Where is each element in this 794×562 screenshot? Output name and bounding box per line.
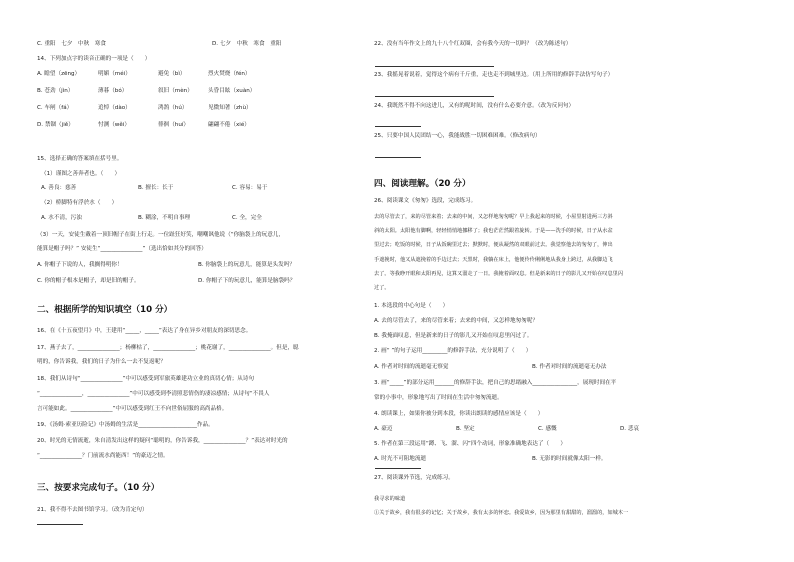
q26-4: 4. 朗读课上，如果你被分到本段，你读出朗读的感情应该是（ ）: [374, 411, 544, 417]
q26-2: 2. 画“ ”的句子运用_________的修辞手法，充分说明了（ ）: [374, 348, 532, 354]
extract-title: 我寻求的味道: [374, 496, 406, 502]
q17-line2: 明的，你告诉我，我们的日子为什么一去不复返呢？: [37, 359, 166, 365]
q14-option-r3-c3: 鸿鹄（hú）: [158, 105, 188, 111]
q18-line1: 18、我们从诗句“_______________”中可以感受到军旅英雄建功立业的真切心情；从诗句: [37, 376, 255, 382]
q15-sub3-d: D. 你帽子下的玩意儿，能算是脑袋吗？: [198, 278, 296, 284]
q14-option-r2-c1: B. 苍劲（jìn）: [37, 88, 74, 94]
q13-option-d: D. 七夕 中秋 寒食 重阳: [212, 41, 282, 47]
extract-paragraph-1: ①关于故乡，我有很多的记忆；关于故乡，我有太多的怀恋。我爱故乡，因为那里有甜甜的，溜溜的，如城木一: [374, 510, 629, 516]
q25-answer-line: [375, 157, 421, 158]
q15-sub3-a: A. 你帽子下说的人，我搁得明你！: [37, 262, 123, 268]
q26-1-a: A. 去的尽管去了，来的尽管来着；去来的中间，又怎样地匆匆呢？: [374, 318, 538, 324]
q15-sub3-line2: 能算是帽子吗？” 安徒生“_______________”（选出恰如其分的回答）: [37, 246, 207, 252]
q26-stem: 26、阅读课文《匆匆》选段，完成练习。: [374, 198, 477, 204]
q26-5-b: B. 无影的时间就像太阳一样。: [532, 456, 607, 462]
q18-line2: “_______________，_______________”中可以感受到李清照悲情伤的凄凉感情；从诗句“不畏人: [37, 391, 270, 397]
q26-4-d: D. 悲哀: [620, 426, 640, 432]
q15-stem: 15、选择正确的答案填在括号里。: [37, 156, 123, 162]
q19: 19、《汤姆·索亚历险记》中汤姆的生活是_____________________作品。: [37, 422, 214, 428]
q22: 22、没有当年作文上的九十八个红双圈，会有我今天的一切吗？（改为陈述句）: [374, 41, 572, 47]
q14-option-r2-c4: 头昏目眩（xuàn）: [208, 88, 256, 94]
passage-line: 手遮挽时，他又从遮挽着的手边过去；天黑时，我躺在床上，他便伶伶俐俐地从我身上跨过，从我脚边飞: [374, 256, 613, 263]
q15-sub1-b: B. 擅长：长于: [138, 185, 174, 191]
q18-line3: 言可能如此。_______________”中可以感受到红王不向世俗屈服的高尚品格。: [37, 406, 228, 412]
q14-option-r2-c3: 叙旧（mèn）: [158, 88, 193, 94]
q25: 25、只要中国人民团结一心，我能战胜一切困难困难。（修改病句）: [374, 133, 541, 139]
q14-option-r4-c1: D. 禁锢（jiě）: [37, 122, 74, 128]
q23: 23、我摇晃着说着，觉得这个病有千斤重，走也走不到城里边。（用上所用的修辞手法仿写句子）: [374, 72, 614, 78]
q14-option-r1-c1: A. 瞻望（zēng）: [37, 71, 81, 77]
passage-line: 斜的太阳。太阳他有脚啊，轻轻悄悄地挪移了；我也茫茫然跟着旋转。于是——洗手的时候，日子从水盆: [374, 228, 613, 235]
q26-1-b: B. 我掩面叹息，但是新来的日子的影儿又开始在叹息里闪过了。: [374, 333, 533, 339]
q14-option-r2-c2: 薄暮（bó）: [98, 88, 128, 94]
q20-line2: “_______________？门前流水尚能西！”的豪迈之情。: [37, 453, 169, 459]
q13-option-c: C. 重阳 七夕 中秋 寒食: [37, 41, 106, 47]
section-2-title: 二、根据所学的知识填空（10 分）: [37, 305, 173, 315]
q26-3-line1: 3. 画“_____”的部分运用_______的修辞手法，把自己的思绪融入________________，展现时间在平: [374, 380, 617, 386]
q22-answer-line: [375, 66, 494, 67]
q15-sub1: （1）谨图之善奔者也。（ ）: [41, 171, 121, 177]
q26-4-c: C. 感慨: [538, 426, 557, 432]
q15-sub3-line1: （3）一天，安徒生戴着一顶旧帽子在街上行走。一位趾狂好笑，嘲嘲讽他说（“你脑袋上的玩意儿，: [37, 232, 284, 238]
q15-sub3-c: C. 你的帽子根本是帽子，却是旧的帽子。: [37, 278, 140, 284]
passage-line: 过了。: [374, 285, 390, 291]
q15-sub2-b: B. 糊涂，不明自事理: [138, 215, 191, 221]
q15-sub2-a: A. 水不清，污浊: [41, 215, 82, 221]
section-3-title: 三、按要求完成句子。（10 分）: [37, 483, 160, 493]
q15-sub2-c: C. 全，完全: [232, 215, 262, 221]
q20-line1: 20、时光的无情流逝，朱自清发出这样的疑问“聪明的，你告诉我，_______________？”表达对时光的: [37, 438, 288, 444]
section-4-title: 四、阅读理解。（20 分）: [374, 179, 471, 189]
q14-option-r3-c4: 见微知著（zhù）: [208, 105, 252, 111]
q26-2-a: A. 作者对时间的流逝毫无察觉: [374, 364, 449, 370]
q15-sub2: （2）桥脚特有浮於水（ ）: [41, 200, 118, 206]
q14-option-r1-c3: 避免（bì）: [158, 71, 186, 77]
q14-option-r3-c1: C. 车闸（fá）: [37, 105, 73, 111]
passage-line: 去了。等我睁开眼和太阳再见，这算又溜走了一日。我掩着面叹息。但是新来的日子的影儿又开始在叹息里闪: [374, 270, 624, 277]
q15-sub3-b: B. 你脑袋上的玩意儿，能算是头发吗？: [198, 262, 295, 268]
q21-answer-line: [37, 524, 83, 525]
q14-option-r4-c4: 翩翩不倦（xié）: [208, 122, 250, 128]
q14-option-r3-c2: 追悼（dào）: [98, 105, 131, 111]
q27-stem: 27、阅读课外节选，完成练习。: [374, 475, 454, 481]
q21: 21、我不得不去图书馆学习。（改为肯定句）: [37, 507, 148, 513]
q26-1: 1. 本选段的中心句是（ ）: [374, 303, 449, 309]
q26-3-line2: 常的小事中，形象地写出了时间在生活中匆匆流逝。: [374, 395, 503, 401]
q26-2-b: B. 作者对时间的流逝毫无办法: [532, 364, 607, 370]
q14-option-r1-c2: 明媚（méi）: [98, 71, 131, 77]
passage-line: 去的尽管去了，来的尽管来着；去来的中间，又怎样地匆匆呢？早上我起来的时候，小屋里射进两三方斜: [374, 214, 613, 220]
q14-option-r1-c4: 烈火焚烧（fén）: [208, 71, 251, 77]
q23-answer-line: [375, 96, 494, 97]
q24: 24、我既然不得不向这进儿，又有的呢时间，没有什么必要介意。（改为反问句）: [374, 103, 575, 109]
q16: 16、在《十五夜望月》中，王建用“_____，_____”表达了身在异乡对朋友的深切思念。: [37, 328, 252, 334]
q14-option-r4-c2: 忖测（wěi）: [98, 122, 130, 128]
q17-line1: 17、燕子去了，_______________；杨柳枯了，_______________；桃花谢了，_______________。但是，聪: [37, 345, 299, 351]
q14-stem: 14、下列加点字的读音正确的一项是（ ）: [37, 56, 151, 62]
q24-answer-line: [375, 126, 421, 127]
q26-4-b: B. 坚定: [456, 426, 475, 432]
q14-option-r4-c3: 徘徊（huí）: [158, 122, 190, 128]
q26-5: 5. 作者在第三段运用“蹲、飞、溜、闪”四个动词，形象准确地表达了（ ）: [374, 441, 566, 447]
q26-5-answer-line: [375, 468, 421, 469]
q26-4-a: A. 豪迈: [374, 426, 393, 432]
q15-sub1-a: A. 善良：慈善: [41, 185, 77, 191]
q15-sub1-c: C. 容易：易于: [232, 185, 268, 191]
passage-line: 里过去；吃饭的时候，日子从饭碗里过去；默默时，便从凝然的双眼前过去。我觉察他去的匆匆了，伸出: [374, 242, 613, 249]
q26-5-a: A. 时光不可阻地流逝: [374, 456, 427, 462]
